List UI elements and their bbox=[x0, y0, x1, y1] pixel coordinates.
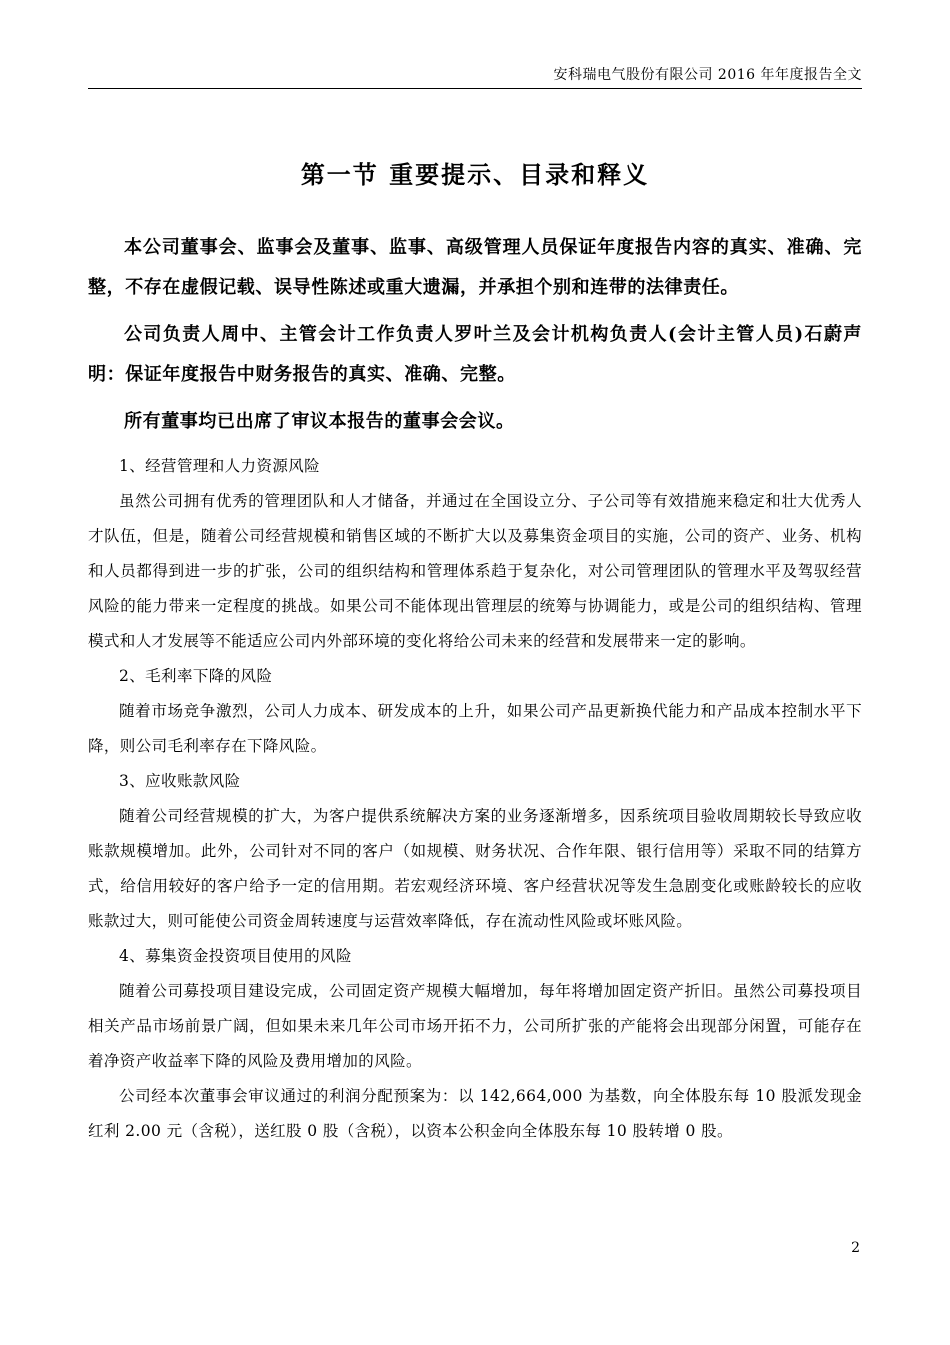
statement-responsible-persons: 公司负责人周中、主管会计工作负责人罗叶兰及会计机构负责人(会计主管人员)石蔚声明：保证年度报告中财务报告的真实、准确、完整。 bbox=[88, 324, 862, 385]
risk-heading: 3、应收账款风险 bbox=[119, 772, 241, 790]
document-body bbox=[88, 228, 862, 1149]
risk-heading: 4、募集资金投资项目使用的风险 bbox=[119, 947, 352, 965]
risk-body: 随着公司募投项目建设完成，公司固定资产规模大幅增加，每年将增加固定资产折旧。虽然公司募投项目相关产品市场前景广阔，但如果未来几年公司市场开拓不力，公司所扩张的产能将会出现部分闲置，可能存在着净资产收益率下降的风险及费用增加的风险。 bbox=[88, 982, 862, 1070]
risk-body: 随着公司经营规模的扩大，为客户提供系统解决方案的业务逐渐增多，因系统项目验收周期较长导致应收账款规模增加。此外，公司针对不同的客户（如规模、财务状况、合作年限、银行信用等）采取不同的结算方式，给信用较好的客户给予一定的信用期。若宏观经济环境、客户经营状况等发生急剧变化或账龄较长的应收账款过大，则可能使公司资金周转速度与运营效率降低，存在流动性风险或坏账风险。 bbox=[88, 807, 862, 930]
statement-board-guarantee: 本公司董事会、监事会及董事、监事、高级管理人员保证年度报告内容的真实、准确、完整，不存在虚假记载、误导性陈述或重大遗漏，并承担个别和连带的法律责任。 bbox=[88, 237, 862, 298]
risk-body: 虽然公司拥有优秀的管理团队和人才储备，并通过在全国设立分、子公司等有效措施来稳定和壮大优秀人才队伍，但是，随着公司经营规模和销售区域的不断扩大以及募集资金项目的实施，公司的资产、业务、机构和人员都得到进一步的扩张，公司的组织结构和管理体系趋于复杂化，对公司管理团队的管理水平及驾驭经营风险的能力带来一定程度的挑战。如果公司不能体现出管理层的统筹与协调能力，或是公司的组织结构、管理模式和人才发展等不能适应公司内外部环境的变化将给公司未来的经营和发展带来一定的影响。 bbox=[88, 492, 862, 650]
risk-heading: 1、经营管理和人力资源风险 bbox=[119, 457, 321, 475]
risk-heading: 2、毛利率下降的风险 bbox=[119, 667, 273, 685]
header-divider bbox=[88, 88, 862, 89]
risk-body: 随着市场竞争激烈，公司人力成本、研发成本的上升，如果公司产品更新换代能力和产品成本控制水平下降，则公司毛利率存在下降风险。 bbox=[88, 702, 862, 755]
running-header: 安科瑞电气股份有限公司 2016 年年度报告全文 bbox=[553, 67, 862, 83]
section-title: 第一节 重要提示、目录和释义 bbox=[300, 160, 650, 189]
page-number: 2 bbox=[851, 1240, 860, 1256]
statement-directors-attendance: 所有董事均已出席了审议本报告的董事会会议。 bbox=[124, 411, 515, 432]
dividend-plan: 公司经本次董事会审议通过的利润分配预案为：以 142,664,000 为基数，向全体股东每 10 股派发现金红利 2.00 元（含税），送红股 0 股（含税），以资本公积金向全体股东每 10 股转增 0 股。 bbox=[88, 1087, 862, 1140]
